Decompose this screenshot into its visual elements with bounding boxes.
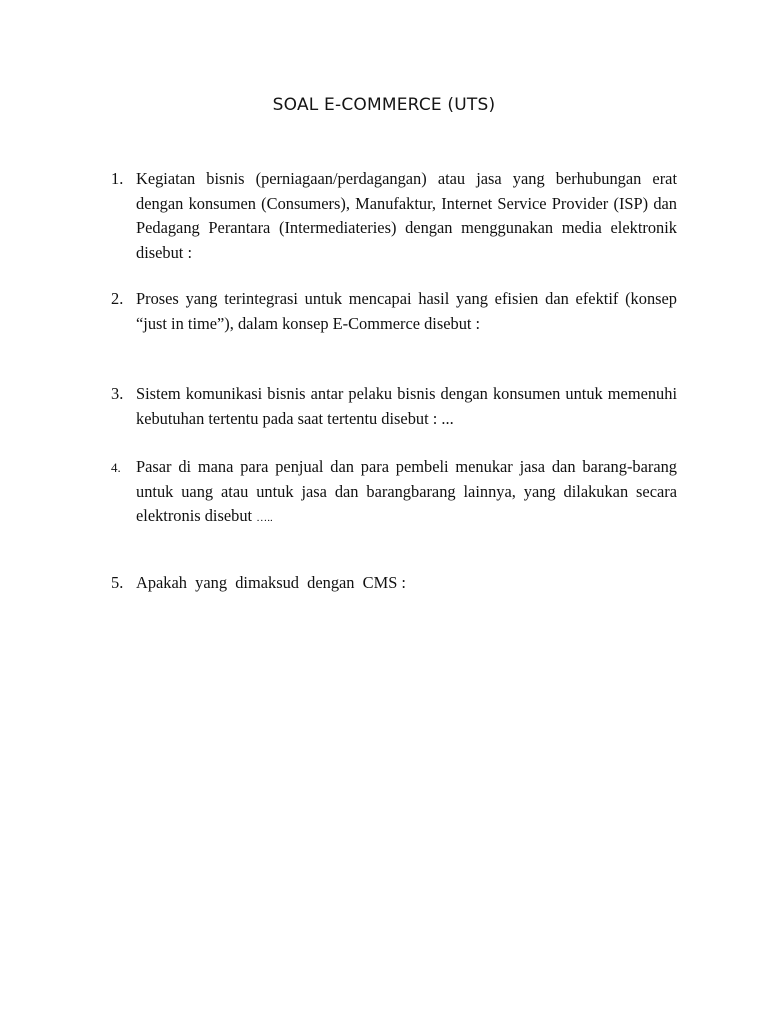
document-title: SOAL E-COMMERCE (UTS): [272, 95, 496, 115]
question-1: [111, 167, 677, 265]
question-ellipsis: …..: [256, 512, 273, 525]
question-text: Apakah yang dimaksud dengan CMS :: [136, 573, 406, 592]
question-text-wrapper: [136, 455, 677, 531]
question-text: Proses yang terintegrasi untuk mencapai hasil yang efisien dan efektif (konsep “just in time”), dalam konsep E-Commerce disebut :: [136, 289, 677, 333]
question-text: Sistem komunikasi bisnis antar pelaku bisnis dengan konsumen untuk memenuhi kebutuhan tertentu pada saat tertentu disebut : ...: [136, 384, 677, 428]
question-4: [111, 455, 677, 531]
question-number: 3.: [111, 384, 124, 403]
question-3: [111, 382, 677, 431]
question-5: [111, 571, 677, 596]
question-number: 2.: [111, 289, 124, 308]
question-number: 5.: [111, 573, 124, 592]
question-text: Kegiatan bisnis (perniagaan/perdagangan) atau jasa yang berhubungan erat dengan konsumen (Consumers), Manufaktur, Internet Service Provider (ISP) dan Pedagang Perantara (Intermediateries) dengan menggunakan media elektronik disebut :: [136, 169, 677, 262]
question-number: 1.: [111, 169, 124, 188]
question-text: Pasar di mana para penjual dan para pembeli menukar jasa dan barang-barang untuk uang atau untuk jasa dan barangbarang lainnya, yang dilakukan secara elektronis disebut: [136, 457, 677, 526]
question-number: 4.: [111, 460, 121, 475]
question-2: [111, 287, 677, 336]
